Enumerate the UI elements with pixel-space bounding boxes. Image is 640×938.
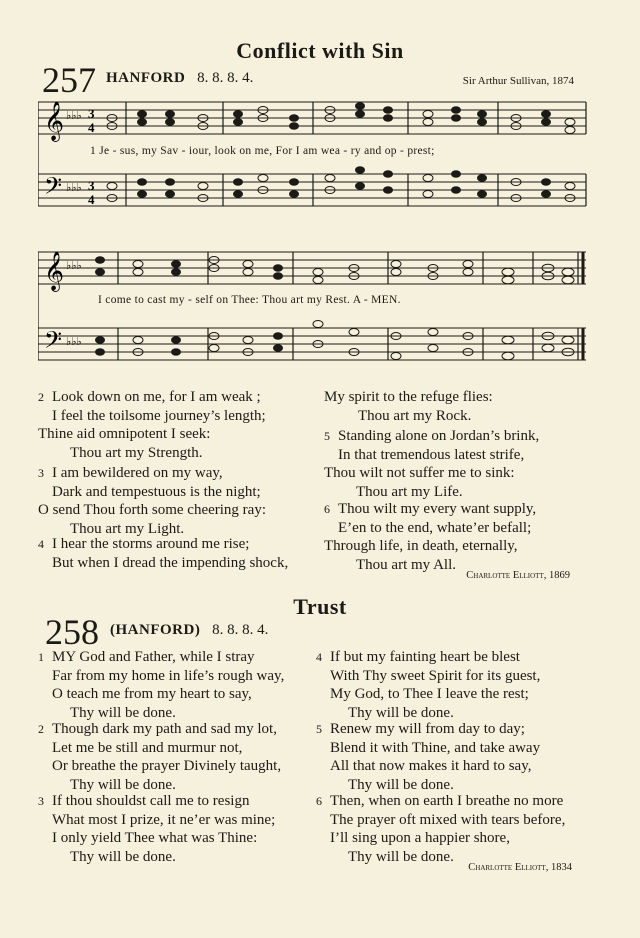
svg-text:♭♭♭: ♭♭♭ <box>66 109 82 122</box>
meter: 8. 8. 8. 4. <box>197 70 254 86</box>
svg-text:𝄞: 𝄞 <box>44 251 65 291</box>
hymn-257-verse-5: 5 Standing alone on Jordan’s brink, In that tremendous latest strife, Thou wilt not suffer me to sink: Thou art my Life. <box>324 428 540 500</box>
svg-text:𝄢: 𝄢 <box>44 172 63 205</box>
svg-text:4: 4 <box>88 192 95 207</box>
hymn-257-verse-2: 2 Look down on me, for I am weak ; I feel the toilsome journey’s length; Thine aid omnipotent I seek: Thou art my Strength. <box>38 389 266 461</box>
hymn-257-verse-3: 3 I am bewildered on my way, Dark and tempestuous is the night; O send Thou forth some cheering ray: Thou art my Light. <box>38 465 266 537</box>
meter: 8. 8. 8. 4. <box>212 622 269 638</box>
hymn-257-verse-6: 6 Thou wilt my every want supply, E’en to the end, whate’er befall; Through life, in death, eternally, Thou art my All. <box>324 501 537 573</box>
svg-text:𝄢: 𝄢 <box>44 326 63 359</box>
section-title: Conflict with Sin <box>236 38 404 63</box>
hymn-258-verse-3: 3 If thou shouldst call me to resign What most I prize, it ne’er was mine; I only yield Thee what was Thine: Thy will be done. <box>38 793 276 865</box>
hymn-258-verse-6: 6 Then, when on earth I breathe no more The prayer oft mixed with tears before, I’ll sing upon a happier shore, Thy will be done. <box>316 793 566 865</box>
section-title: Trust <box>293 594 347 619</box>
tune-name: (HANFORD) <box>110 622 201 638</box>
svg-text:♭♭♭: ♭♭♭ <box>66 259 82 272</box>
svg-text:4: 4 <box>88 120 95 135</box>
svg-text:3: 3 <box>88 106 95 121</box>
tune-header <box>110 622 268 639</box>
music-score-system-1 <box>38 92 598 222</box>
hymn-257-verse-4-continued: My spirit to the refuge flies: Thou art my Rock. <box>324 389 493 424</box>
lyric-line-1: 1 Je - sus, my Sav - iour, look on me, For I am wea - ry and op - prest; <box>90 145 435 157</box>
hymn-258-verse-5: 5 Renew my will from day to day; Blend it with Thine, and take away All that now makes it hard to say, Thy will be done. <box>316 721 541 793</box>
tune-header <box>106 70 253 87</box>
hymn-258-author: Charlotte Elliott, 1834 <box>468 862 572 873</box>
lyric-line-2: I come to cast my - self on Thee: Thou art my Rest. A - MEN. <box>98 294 401 306</box>
hymn-257-verse-4: 4 I hear the storms around me rise; But when I dread the impending shock, <box>38 536 289 571</box>
tune-name: HANFORD <box>106 70 186 86</box>
svg-text:𝄞: 𝄞 <box>44 101 65 141</box>
hymn-258-verse-4: 4 If but my fainting heart be blest With Thy sweet Spirit for its guest, My God, to Thee I leave the rest; Thy will be done. <box>316 649 541 721</box>
hymn-number: 257 <box>42 60 96 100</box>
hymn-number: 258 <box>45 612 99 652</box>
music-score-system-2 <box>38 242 598 372</box>
composer-credit: Sir Arthur Sullivan, 1874 <box>462 75 574 87</box>
svg-text:3: 3 <box>88 178 95 193</box>
svg-text:♭♭♭: ♭♭♭ <box>66 181 82 194</box>
hymn-258-verse-2: 2 Though dark my path and sad my lot, Let me be still and murmur not, Or breathe the prayer Divinely taught, Thy will be done. <box>38 721 282 793</box>
svg-text:♭♭♭: ♭♭♭ <box>66 335 82 348</box>
hymn-258-verse-1: 1 MY God and Father, while I stray Far from my home in life’s rough way, O teach me from my heart to say, Thy will be done. <box>38 649 285 721</box>
hymn-257-author: Charlotte Elliott, 1869 <box>466 570 570 581</box>
